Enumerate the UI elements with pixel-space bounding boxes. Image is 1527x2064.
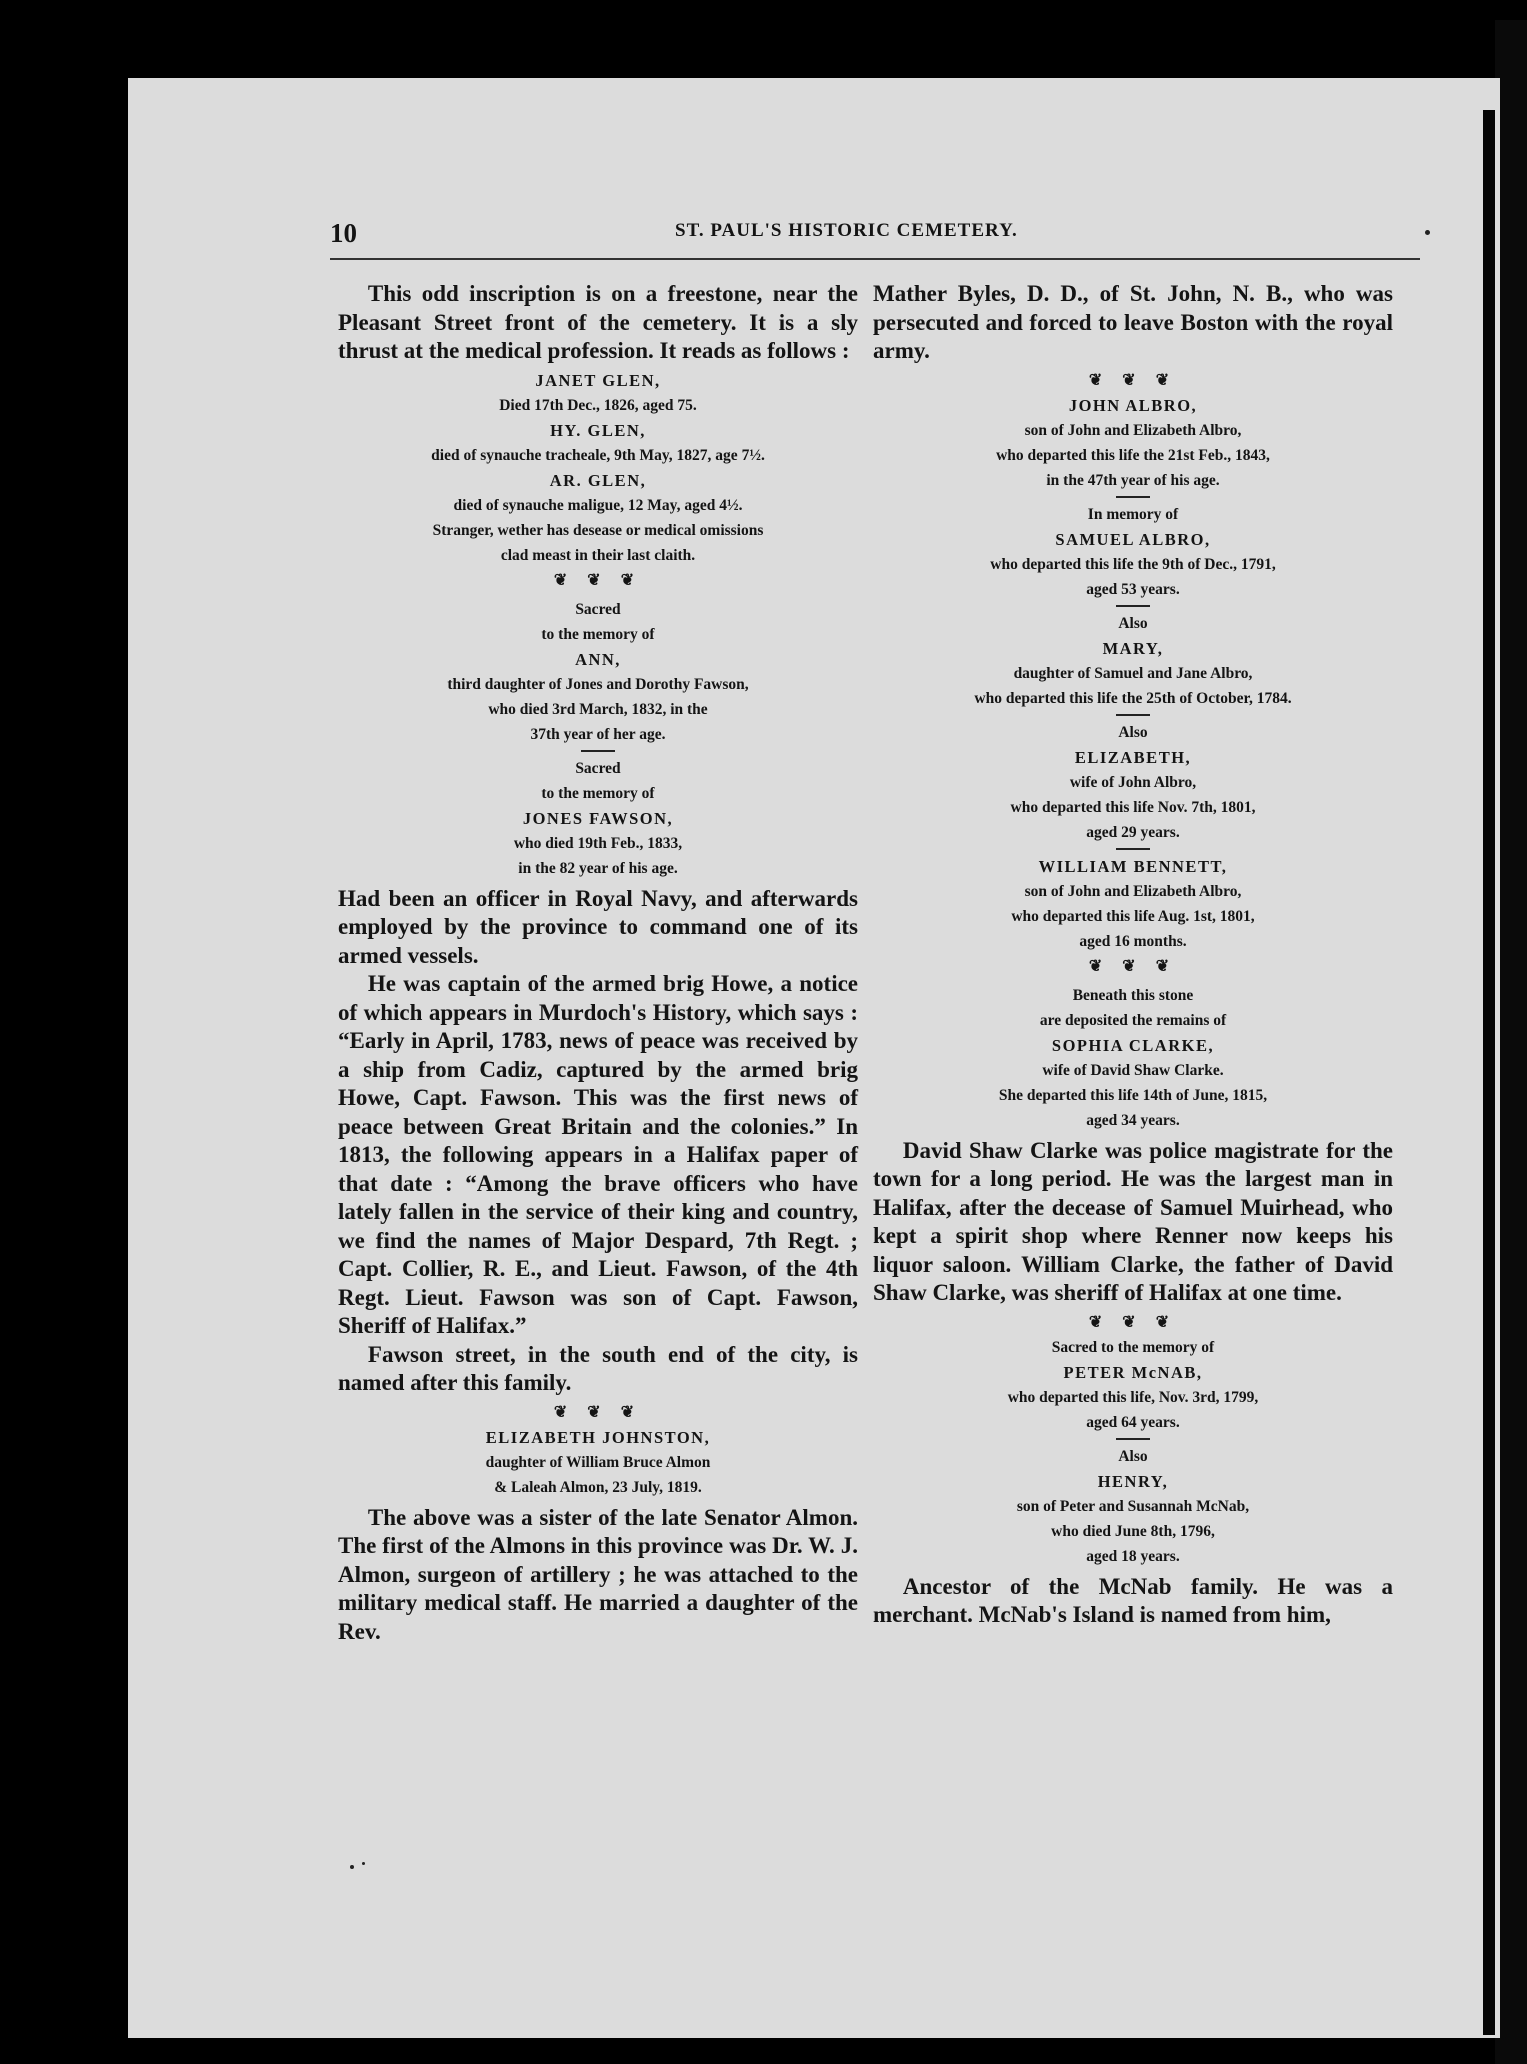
epitaph-line: aged 16 months. (1079, 932, 1187, 950)
epitaph-line: Also (1118, 614, 1148, 632)
divider (581, 750, 615, 752)
paragraph: This odd inscription is on a freestone, near the Pleasant Street front of the cemetery. It is a sly thrust at the medical profession. It reads as follows : (338, 281, 858, 363)
epitaph-line: son of John and Elizabeth Albro, (1024, 421, 1242, 439)
epitaph-line: to the memory of (541, 784, 655, 802)
section-ornament: ❦ ❦ ❦ (1088, 1313, 1178, 1331)
epitaph-henry-mcnab (873, 1444, 1393, 1569)
paragraph: Ancestor of the McNab family. He was a merchant. McNab's Island is named from him, (873, 1573, 1393, 1627)
epitaph-line: Died 17th Dec., 1826, aged 75. (499, 396, 697, 414)
section-ornament: ❦ ❦ ❦ (1088, 371, 1178, 389)
paragraph: He was captain of the armed brig Howe, a notice of which appears in Murdoch's History, which says : “Early in April, 1783, news of peace was received by a ship from Cadiz, captured by the armed brig Howe, Capt. Fawson. This was the first news of peace between Great Britain and the colonies.” In 1813, the following appears in a Halifax paper of that date : “Among the brave officers who have lately fallen in the service of their king and country, we find the names of Major Despard, 7th Regt. ; Capt. Collier, R. E., and Lieut. Fawson, of the 4th Regt. Lieut. Fawson was son of Capt. Fawson, Sheriff of Halifax.” (338, 971, 858, 1338)
paragraph: David Shaw Clarke was police magistrate for the town for a long period. He was the largest man in Halifax, after the decease of Samuel Muirhead, who kept a spirit shop where Renner now keeps his liquor saloon. William Clarke, the father of David Shaw Clarke, was sheriff of Halifax at one time. (873, 1137, 1393, 1305)
epitaph-line: who departed this life the 25th of October, 1784. (974, 689, 1292, 707)
epitaph-line: aged 64 years. (1086, 1413, 1180, 1431)
epitaph-line: 37th year of her age. (530, 725, 666, 743)
epitaph-name: ELIZABETH, (1074, 747, 1192, 767)
epitaph-name: AR. GLEN, (549, 470, 647, 490)
epitaph-line: & Laleah Almon, 23 July, 1819. (494, 1478, 702, 1496)
epitaph-glen (338, 368, 858, 593)
epitaph-sophia-clarke (873, 983, 1393, 1133)
header-rule (330, 258, 1420, 260)
epitaph-line: who departed this life the 21st Feb., 1843, (996, 446, 1270, 464)
divider (1116, 1438, 1150, 1440)
paragraph: The above was a sister of the late Senator Almon. The first of the Almons in this province was Dr. W. J. Almon, surgeon of artillery ; he was attached to the military medical staff. He married a daughter of the Rev. (338, 1504, 858, 1644)
epitaph-mary-albro (873, 611, 1393, 716)
epitaph-line: who died June 8th, 1796, (1051, 1522, 1215, 1540)
epitaph-line: daughter of Samuel and Jane Albro, (1013, 664, 1253, 682)
epitaph-line: aged 18 years. (1086, 1547, 1180, 1565)
epitaph-line: who departed this life, Nov. 3rd, 1799, (1007, 1388, 1259, 1406)
epitaph-line: died of synauche maligue, 12 May, aged 4½. (453, 496, 743, 514)
epitaph-line: in the 47th year of his age. (1046, 471, 1220, 489)
epitaph-line: are deposited the remains of (1039, 1011, 1227, 1029)
epitaph-line: Sacred (575, 600, 621, 618)
section-ornament: ❦ ❦ ❦ (1088, 957, 1178, 975)
epitaph-line: Sacred to the memory of (1051, 1338, 1215, 1356)
epitaph-line: to the memory of (541, 625, 655, 643)
epitaph-line: daughter of William Bruce Almon (485, 1453, 711, 1471)
left-column (338, 280, 858, 1646)
epitaph-elizabeth-johnston (338, 1400, 858, 1500)
epitaph-peter-mcnab (873, 1310, 1393, 1440)
epitaph-name: ANN, (575, 649, 621, 669)
divider (1116, 496, 1150, 498)
scan-speck (350, 1865, 354, 1869)
paragraph: Mather Byles, D. D., of St. John, N. B., who was persecuted and forced to leave Boston with the royal army. (873, 281, 1393, 363)
epitaph-line: in the 82 year of his age. (518, 859, 678, 877)
page-header (330, 218, 1420, 258)
epitaph-jones-fawson (338, 756, 858, 881)
epitaph-john-albro (873, 368, 1393, 498)
epitaph-line: aged 34 years. (1086, 1111, 1180, 1129)
epitaph-line: died of synauche tracheale, 9th May, 1827, age 7½. (431, 446, 765, 464)
epitaph-line: who died 19th Feb., 1833, (513, 834, 683, 852)
epitaph-line: Stranger, wether has desease or medical omissions (432, 521, 764, 539)
epitaph-samuel-albro (873, 502, 1393, 607)
epitaph-line: aged 29 years. (1086, 823, 1180, 841)
divider (1116, 605, 1150, 607)
right-column (873, 280, 1393, 1630)
epitaph-name: JANET GLEN, (535, 370, 661, 390)
section-ornament: ❦ ❦ ❦ (553, 571, 643, 589)
epitaph-name: PETER McNAB, (1063, 1362, 1203, 1382)
paragraph: Had been an officer in Royal Navy, and afterwards employed by the province to command one of its armed vessels. (338, 885, 858, 968)
epitaph-line: who departed this life Nov. 7th, 1801, (1010, 798, 1256, 816)
epitaph-line: son of Peter and Susannah McNab, (1016, 1497, 1250, 1515)
scan-speck (1425, 230, 1430, 235)
divider (1116, 848, 1150, 850)
epitaph-line: Beneath this stone (1072, 986, 1194, 1004)
epitaph-name: MARY, (1102, 638, 1164, 658)
epitaph-name: SOPHIA CLARKE, (1051, 1035, 1215, 1055)
page-binding-edge (1483, 110, 1495, 2035)
epitaph-line: who died 3rd March, 1832, in the (488, 700, 708, 718)
epitaph-name: HY. GLEN, (550, 420, 646, 440)
epitaph-line: son of John and Elizabeth Albro, (1024, 882, 1242, 900)
epitaph-name: WILLIAM BENNETT, (1038, 856, 1228, 876)
epitaph-line: wife of John Albro, (1069, 773, 1197, 791)
epitaph-name: SAMUEL ALBRO, (1055, 529, 1211, 549)
section-ornament: ❦ ❦ ❦ (553, 1403, 643, 1421)
paragraph: Fawson street, in the south end of the city, is named after this family. (338, 1341, 858, 1395)
epitaph-line: Sacred (575, 759, 621, 777)
epitaph-name: JOHN ALBRO, (1068, 395, 1198, 415)
epitaph-line: clad meast in their last claith. (500, 546, 696, 564)
epitaph-line: who departed this life the 9th of Dec., 1791, (990, 555, 1276, 573)
epitaph-line: wife of David Shaw Clarke. (1042, 1061, 1224, 1079)
epitaph-line: In memory of (1087, 505, 1179, 523)
epitaph-name: JONES FAWSON, (522, 808, 674, 828)
epitaph-line: Also (1118, 1447, 1148, 1465)
epitaph-line: who departed this life Aug. 1st, 1801, (1011, 907, 1255, 925)
epitaph-elizabeth-albro (873, 720, 1393, 850)
epitaph-line: Also (1118, 723, 1148, 741)
epitaph-line: aged 53 years. (1086, 580, 1180, 598)
epitaph-name: ELIZABETH JOHNSTON, (485, 1427, 711, 1447)
running-title: ST. PAUL'S HISTORIC CEMETERY. (675, 220, 1018, 241)
epitaph-name: HENRY, (1097, 1471, 1169, 1491)
epitaph-line: She departed this life 14th of June, 1815, (998, 1086, 1268, 1104)
page-number: 10 (330, 218, 357, 248)
epitaph-william-bennett (873, 854, 1393, 979)
epitaph-line: third daughter of Jones and Dorothy Fawson, (447, 675, 749, 693)
divider (1116, 714, 1150, 716)
epitaph-ann (338, 597, 858, 752)
scan-speck (362, 1862, 365, 1865)
